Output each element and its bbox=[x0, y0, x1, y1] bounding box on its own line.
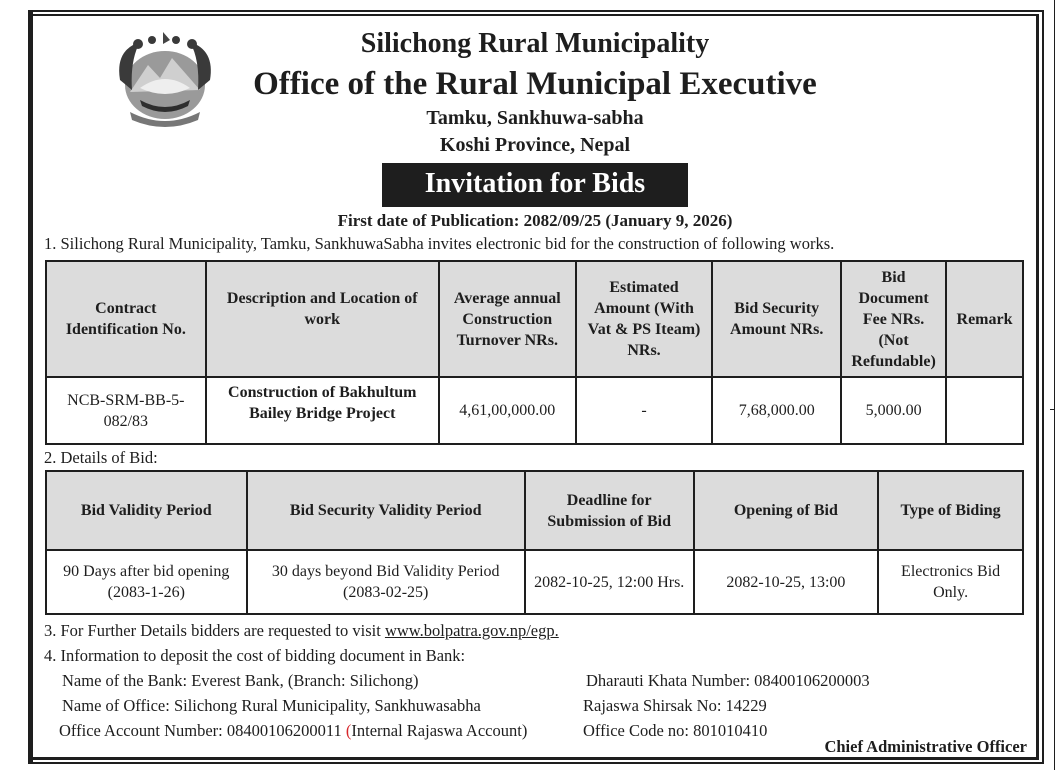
office-name: Office of the Rural Municipal Executive bbox=[253, 66, 817, 102]
col-bid-security: Bid Security Amount NRs. bbox=[712, 261, 841, 377]
cell-bid-doc-fee: 5,000.00 bbox=[841, 377, 946, 444]
org-name: Silichong Rural Municipality bbox=[360, 28, 710, 59]
cell-security-validity: 30 days beyond Bid Validity Period (2083-02-25) bbox=[247, 550, 525, 614]
table-row bbox=[46, 377, 1023, 444]
frame-border-top-outer bbox=[28, 10, 1044, 12]
cell-avg-turnover: 4,61,00,000.00 bbox=[439, 377, 576, 444]
col-avg-turnover: Average annual Construction Turnover NRs. bbox=[439, 261, 576, 377]
frame-border-bottom-inner bbox=[28, 757, 1039, 760]
frame-border-left bbox=[28, 10, 33, 764]
notice-title: Invitation for Bids bbox=[382, 163, 688, 207]
cell-contract-id: NCB-SRM-BB-5-082/83 bbox=[46, 377, 206, 444]
section-2-text: 2. Details of Bid: bbox=[44, 448, 158, 467]
bid-details-header-row bbox=[46, 471, 1023, 550]
cell-bid-security: 7,68,000.00 bbox=[712, 377, 841, 444]
frame-border-bottom-outer bbox=[28, 762, 1044, 764]
col-opening: Opening of Bid bbox=[694, 471, 879, 550]
bank-name: Name of the Bank: Everest Bank, (Branch: Silichong) bbox=[62, 671, 419, 690]
bid-details-table bbox=[45, 470, 1024, 615]
publication-date: First date of Publication: 2082/09/25 (January 9, 2026) bbox=[337, 211, 733, 230]
cell-deadline: 2082-10-25, 12:00 Hrs. bbox=[525, 550, 694, 614]
address-line-2: Koshi Province, Nepal bbox=[439, 134, 631, 156]
frame-border-right-inner bbox=[1036, 14, 1039, 760]
col-remark: Remark bbox=[946, 261, 1023, 377]
bolpatra-link[interactable]: www.bolpatra.gov.np/egp. bbox=[384, 621, 559, 640]
cell-remark bbox=[946, 377, 1023, 444]
col-security-validity: Bid Security Validity Period bbox=[247, 471, 525, 550]
col-description: Description and Location of work bbox=[206, 261, 439, 377]
address-line-1: Tamku, Sankhuwa-sabha bbox=[426, 107, 644, 129]
signoff: Chief Administrative Officer bbox=[824, 737, 1027, 756]
cell-description: Construction of Bakhultum Bailey Bridge Project bbox=[206, 377, 439, 444]
col-estimated-amount: Estimated Amount (With Vat & PS Iteam) NRs. bbox=[576, 261, 713, 377]
col-contract-id: Contract Identification No. bbox=[46, 261, 206, 377]
office-account-number bbox=[59, 721, 527, 741]
table-row bbox=[46, 550, 1023, 614]
account-suffix: Internal Rajaswa Account) bbox=[351, 721, 528, 740]
page-edge-tick bbox=[1050, 409, 1055, 410]
section-3-prefix: 3. For Further Details bidders are requested to visit bbox=[44, 621, 385, 640]
works-table bbox=[45, 260, 1024, 445]
section-1-text: 1. Silichong Rural Municipality, Tamku, SankhuwaSabha invites electronic bid for the construction of following works. bbox=[44, 234, 835, 253]
col-bid-validity: Bid Validity Period bbox=[46, 471, 247, 550]
cell-type: Electronics Bid Only. bbox=[878, 550, 1023, 614]
office-code: Office Code no: 801010410 bbox=[583, 721, 768, 740]
rajaswa-shirsak: Rajaswa Shirsak No: 14229 bbox=[583, 696, 767, 715]
works-table-header-row bbox=[46, 261, 1023, 377]
cell-bid-validity: 90 Days after bid opening (2083-1-26) bbox=[46, 550, 247, 614]
account-red-paren: ( bbox=[345, 721, 352, 740]
account-prefix: Office Account Number: 08400106200011 bbox=[59, 721, 346, 740]
nepal-emblem-icon bbox=[110, 30, 220, 130]
frame-border-top-inner bbox=[28, 14, 1038, 16]
col-deadline: Deadline for Submission of Bid bbox=[525, 471, 694, 550]
col-bid-doc-fee: Bid Document Fee NRs. (Not Refundable) bbox=[841, 261, 946, 377]
col-type: Type of Biding bbox=[878, 471, 1023, 550]
page-edge-line bbox=[1054, 0, 1055, 770]
section-4-text: 4. Information to deposit the cost of bidding document in Bank: bbox=[44, 646, 466, 665]
cell-estimated-amount: - bbox=[576, 377, 713, 444]
frame-border-right-outer bbox=[1042, 10, 1044, 764]
dharauti-khata: Dharauti Khata Number: 08400106200003 bbox=[586, 671, 870, 690]
section-3-text bbox=[44, 621, 559, 641]
office-name-line: Name of Office: Silichong Rural Municipality, Sankhuwasabha bbox=[62, 696, 481, 715]
cell-opening: 2082-10-25, 13:00 bbox=[694, 550, 879, 614]
